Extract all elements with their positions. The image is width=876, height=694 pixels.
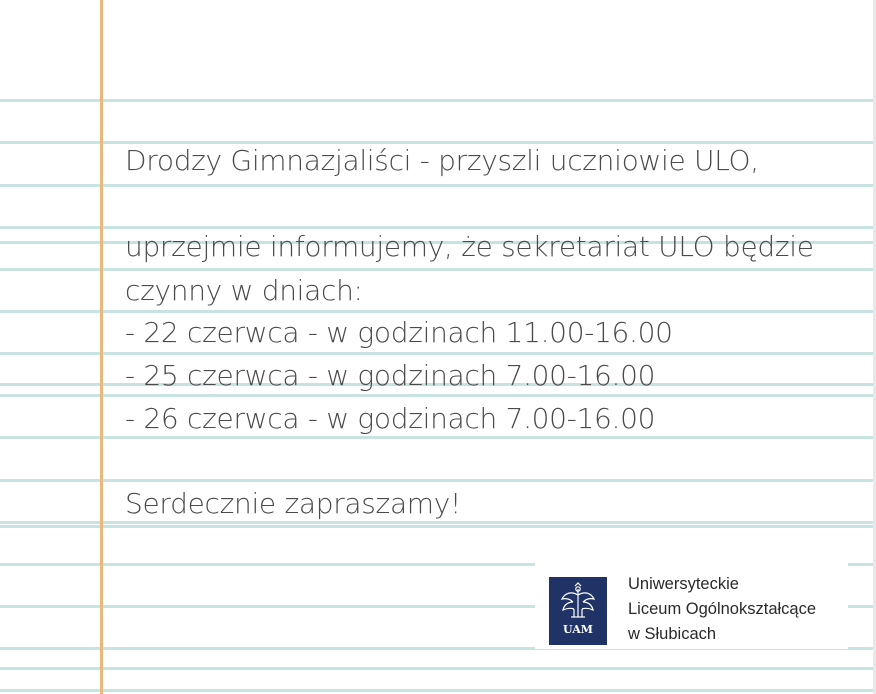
school-logo (535, 563, 848, 649)
logo-line-1: Uniwersyteckie (628, 575, 739, 593)
ruled-line (0, 436, 876, 439)
logo-line-2: Liceum Ogólnokształcące (628, 600, 817, 618)
greeting-text: Drodzy Gimnazjaliści - przyszli uczniowie ULO, (125, 144, 759, 177)
emblem-text: UAM (563, 623, 593, 636)
ruled-line (0, 268, 876, 271)
ruled-line (0, 226, 876, 229)
ruled-line (0, 521, 876, 524)
ruled-line (0, 184, 876, 187)
schedule-item: - 26 czerwca - w godzinach 7.00-16.00 (125, 402, 656, 435)
ruled-line (0, 689, 876, 692)
intro-line-1: uprzejmie informujemy, że sekretariat ULO będzie (125, 230, 814, 263)
ruled-line (0, 394, 876, 397)
ruled-line (0, 352, 876, 355)
logo-line-3: w Słubicach (628, 625, 717, 643)
ruled-line (0, 99, 876, 102)
ruled-line (0, 479, 876, 482)
closing-text: Serdecznie zapraszamy! (125, 487, 461, 520)
schedule-item: - 25 czerwca - w godzinach 7.00-16.00 (125, 359, 656, 392)
schedule-item: - 22 czerwca - w godzinach 11.00-16.00 (125, 316, 673, 349)
margin-line (100, 0, 103, 694)
ruled-line (0, 310, 876, 313)
intro-line-2: czynny w dniach: (125, 274, 363, 307)
uam-emblem-icon (549, 577, 607, 645)
